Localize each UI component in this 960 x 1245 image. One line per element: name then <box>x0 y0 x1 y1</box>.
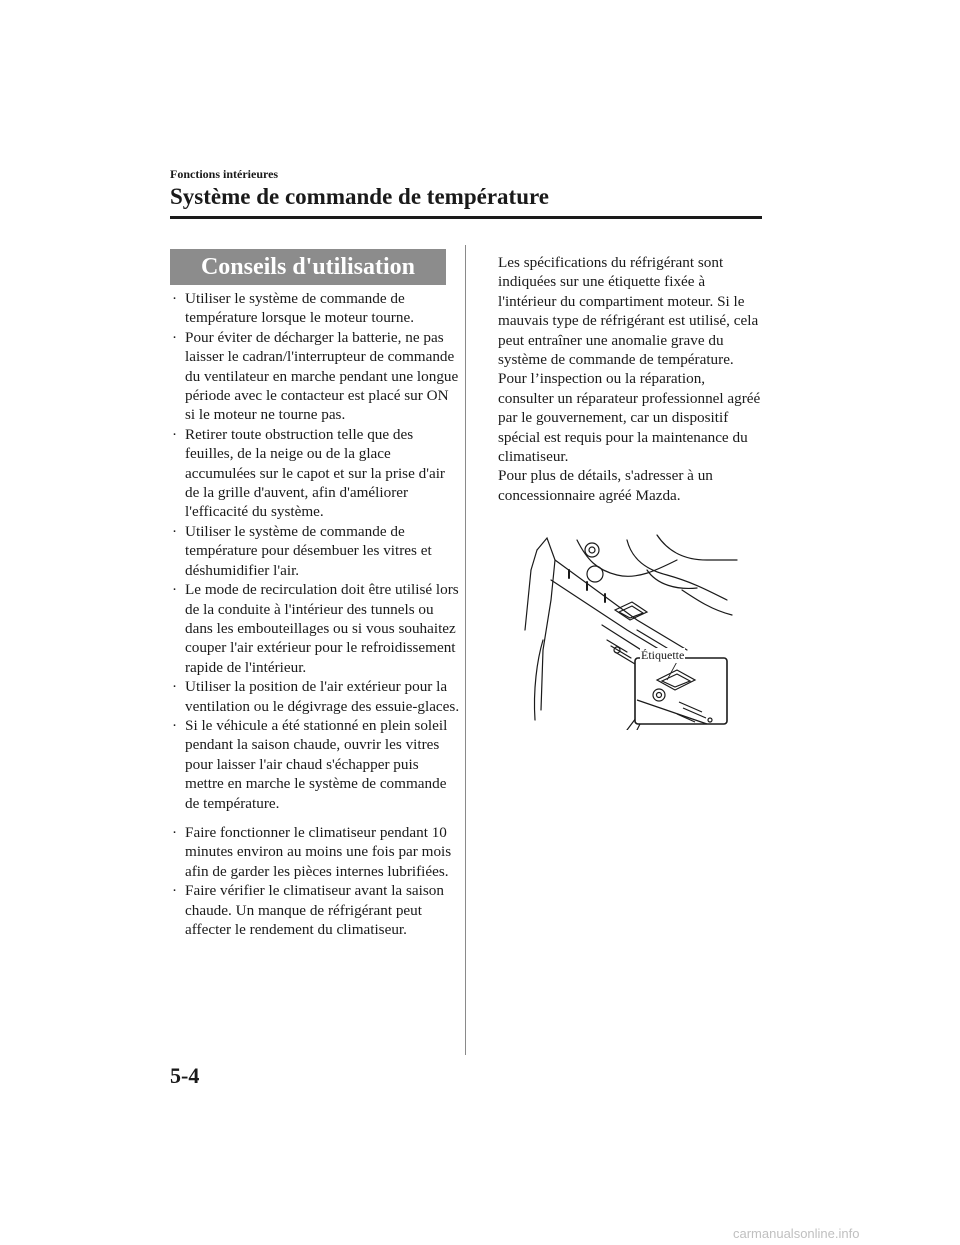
tip-text: Faire fonctionner le climatiseur pendant 10 minutes environ au moins une fois par mois afin de garder les pièces internes lubrifiées. <box>185 823 452 880</box>
bullet-icon: · <box>172 290 178 307</box>
tip-text: Pour éviter de décharger la batterie, ne pas laisser le cadran/l'interrupteur de commande du ventilateur en marche pendant une longue période avec le contacteur est placé sur ON si le moteur ne tourne pas. <box>185 328 459 424</box>
watermark: carmanualsonline.info <box>733 1226 860 1241</box>
bullet-icon: · <box>172 328 178 346</box>
column-divider <box>465 245 466 1055</box>
label-callout: Étiquette <box>641 648 685 662</box>
bullet-icon: · <box>172 522 178 540</box>
tip-text: Le mode de recirculation doit être utilisé lors de la conduite à l'intérieur des tunnels ou dans les embouteillages ou si vous souhaitez couper l'air extérieur pour le refroidissement rapide de l'intérieur. <box>185 581 459 676</box>
tips-list <box>170 289 460 939</box>
section-label: Fonctions intérieures <box>170 167 279 181</box>
tip-item <box>170 522 460 580</box>
tips-heading: Conseils d'utilisation <box>170 249 446 285</box>
bullet-icon: · <box>172 425 178 443</box>
bullet-icon: · <box>172 716 178 734</box>
tip-item <box>170 881 460 939</box>
refrigerant-text <box>498 253 764 505</box>
dealer-paragraph: Pour plus de détails, s'adresser à un concessionnaire agréé Mazda. <box>498 467 713 504</box>
tip-text: Faire vérifier le climatiseur avant la saison chaude. Un manque de réfrigérant peut affecter le rendement du climatiseur. <box>185 882 444 938</box>
engine-compartment-illustration <box>507 530 742 730</box>
refrigerant-paragraph: Les spécifications du réfrigérant sont indiquées sur une étiquette fixée à l'intérieur du compartiment moteur. Si le mauvais type de réfrigérant est utilisé, cela peut entraîner une anomalie grave du système de commande de température. Pour l’inspection ou la réparation, consulter un réparateur professionnel agréé par le gouvernement, car un dispositif spécial est requis pour la maintenance du climatiseur. <box>498 254 761 466</box>
tip-item <box>170 425 460 522</box>
tip-item <box>170 580 460 677</box>
tip-text: Utiliser le système de commande de température pour désembuer les vitres et déshumidifier l'air. <box>185 522 432 579</box>
tip-text: Si le véhicule a été stationné en plein soleil pendant la saison chaude, ouvrir les vitres pour laisser l'air chaud s'échapper puis mettre en marche le système de commande de température. <box>185 716 448 812</box>
tip-item <box>170 716 460 813</box>
tip-text: Utiliser la position de l'air extérieur pour la ventilation ou le dégivrage des essuie-glaces. <box>185 678 460 715</box>
title-rule <box>170 216 762 219</box>
bullet-icon: · <box>172 823 178 841</box>
bullet-icon: · <box>172 581 178 599</box>
tip-item <box>170 823 460 881</box>
tip-item <box>170 289 460 328</box>
bullet-icon: · <box>172 678 178 696</box>
tip-text: Utiliser le système de commande de température lorsque le moteur tourne. <box>185 290 414 327</box>
tip-item <box>170 677 460 716</box>
bullet-icon: · <box>172 882 178 900</box>
page-title: Système de commande de température <box>170 184 549 209</box>
tip-text: Retirer toute obstruction telle que des feuilles, de la neige ou de la glace accumulées sur le capot et sur la prise d'air de la grille d'auvent, afin d'améliorer l'efficacité du système. <box>185 425 445 521</box>
tip-item <box>170 328 460 425</box>
page-number: 5-4 <box>170 1063 200 1088</box>
